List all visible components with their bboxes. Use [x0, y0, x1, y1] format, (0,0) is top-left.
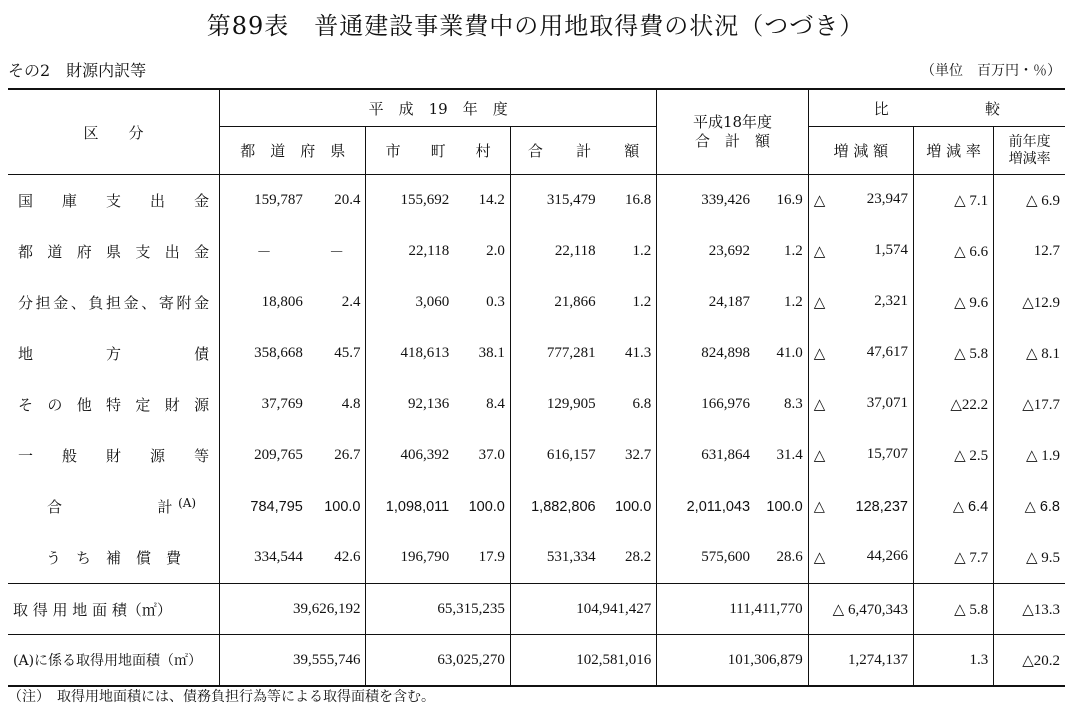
cell-prev: 166,976	[657, 379, 755, 430]
cell-prev: 24,187	[657, 277, 755, 328]
cell-total: 21,866	[510, 277, 600, 328]
cell-muni-pct: 2.0	[486, 243, 505, 259]
cell-total: 104,941,427	[510, 584, 656, 635]
cell-pref: 39,626,192	[220, 584, 366, 635]
header-prev-rate: 前年度 増減率	[994, 127, 1065, 175]
cell-muni: 406,392	[366, 430, 454, 481]
cell-diff: △ 1,574	[808, 226, 913, 277]
cell-prev: 23,692	[657, 226, 755, 277]
cell-prev-rate: △ 6.9	[994, 175, 1065, 227]
cell-muni: 92,136	[366, 379, 454, 430]
cell-prev-rate: △ 8.1	[994, 328, 1065, 379]
cell-muni-pct: 14.2	[454, 175, 510, 227]
header-municipality: 市 町 村	[366, 127, 510, 175]
row-label: 分担金、負担金、寄附金	[18, 294, 210, 312]
cell-prev-pct: 31.4	[776, 447, 803, 463]
header-prefecture: 都 道 府 県	[220, 127, 366, 175]
cell-prev: 339,426	[657, 175, 755, 227]
cell-total: 102,581,016	[510, 635, 656, 687]
cell-muni: 1,098,011	[366, 481, 454, 532]
cell-prev-rate: △17.7	[994, 379, 1065, 430]
footnote: （注） 取得用地面積には、債務負担行為等による取得面積を含む。	[8, 689, 435, 705]
cell-pref-pct: 2.4	[341, 294, 361, 310]
cell-rate: △ 6.4	[913, 481, 993, 532]
cell-pref: －	[220, 226, 308, 277]
header-diff-rate: 増 減 率	[913, 127, 993, 175]
cell-diff: 1,274,137	[808, 635, 913, 687]
cell-pref-pct: 26.7	[334, 447, 361, 463]
cell-pref-pct: 20.4	[308, 175, 366, 227]
cell-total-pct: 16.8	[601, 175, 657, 227]
cell-prev-pct: 1.2	[783, 294, 803, 310]
cell-prev-pct: 8.3	[783, 396, 803, 412]
cell-pref: 18,806	[220, 277, 308, 328]
table-subtitle: その2 財源内訳等	[8, 61, 147, 80]
cell-prev: 631,864	[657, 430, 755, 481]
row-label: 合 計 (A)	[47, 496, 197, 516]
cell-diff: △ 47,617	[808, 328, 913, 379]
cell-pref: 358,668	[220, 328, 308, 379]
cell-prev-pct: 100.0	[766, 498, 803, 515]
cell-diff: △ 23,947	[808, 175, 913, 227]
cell-prev-rate: 12.7	[994, 226, 1065, 277]
cell-total-pct: 32.7	[625, 447, 652, 463]
cell-muni-pct: 100.0	[468, 498, 505, 515]
cell-pref-pct: －	[329, 245, 345, 261]
table-row-compensation	[8, 532, 1065, 584]
cell-total-pct: 100.0	[614, 498, 652, 515]
cell-pref-pct: 4.8	[341, 396, 361, 412]
cell-total: 315,479	[510, 175, 600, 227]
cell-muni: 155,692	[366, 175, 454, 227]
cell-prev-rate: △20.2	[994, 635, 1065, 687]
table-row-total	[8, 481, 1065, 532]
cell-muni: 418,613	[366, 328, 454, 379]
header-diff-amount: 増 減 額	[808, 127, 913, 175]
cell-prev-rate: △12.9	[994, 277, 1065, 328]
cell-pref-pct: 42.6	[334, 549, 361, 565]
row-label: 取 得 用 地 面 積（㎡）	[8, 584, 220, 635]
row-label: 地 方 債	[18, 345, 210, 363]
cell-rate: △ 6.6	[913, 226, 993, 277]
cell-diff: △ 128,237	[808, 481, 913, 532]
table-row	[8, 430, 1065, 481]
cell-prev-pct: 41.0	[776, 345, 803, 361]
header-h19: 平 成 19 年 度	[220, 89, 657, 127]
cell-prev-rate: △ 1.9	[994, 430, 1065, 481]
cell-pref-pct: 100.0	[324, 498, 361, 515]
cell-total-pct: 41.3	[625, 345, 652, 361]
cell-prev-pct: 28.6	[776, 549, 803, 565]
table-row-area	[8, 584, 1065, 635]
cell-muni-pct: 38.1	[478, 345, 505, 361]
header-h18: 平成18年度 合 計 額	[657, 89, 808, 175]
header-kubun: 区 分	[83, 123, 144, 142]
table-row	[8, 226, 1065, 277]
cell-total: 531,334	[510, 532, 600, 584]
table-row	[8, 379, 1065, 430]
cell-pref: 37,769	[220, 379, 308, 430]
header-hikaku: 比 較	[808, 89, 1065, 127]
cell-diff: △ 2,321	[808, 277, 913, 328]
cell-prev: 101,306,879	[657, 635, 808, 687]
table-row	[8, 175, 1065, 227]
cell-total: 22,118	[510, 226, 600, 277]
cell-prev: 575,600	[657, 532, 755, 584]
cell-diff: △ 44,266	[808, 532, 913, 584]
cell-muni-pct: 0.3	[486, 294, 505, 310]
cell-pref: 159,787	[220, 175, 308, 227]
cell-prev: 824,898	[657, 328, 755, 379]
cell-rate: △ 2.5	[913, 430, 993, 481]
cell-muni-pct: 17.9	[478, 549, 505, 565]
cell-rate: △22.2	[913, 379, 993, 430]
cell-total: 1,882,806	[510, 481, 600, 532]
cell-rate: 1.3	[913, 635, 993, 687]
page-title: 第89表 普通建設事業費中の用地取得費の状況（つづき）	[206, 12, 865, 40]
cell-diff: △ 15,707	[808, 430, 913, 481]
cell-muni: 63,025,270	[366, 635, 510, 687]
cell-muni: 65,315,235	[366, 584, 510, 635]
table-row-area-a	[8, 635, 1065, 687]
cell-rate: △ 7.1	[913, 175, 993, 227]
cell-pref: 209,765	[220, 430, 308, 481]
cell-muni: 3,060	[366, 277, 454, 328]
cell-prev-rate: △ 6.8	[994, 481, 1065, 532]
cell-pref: 334,544	[220, 532, 308, 584]
cell-prev: 2,011,043	[657, 481, 755, 532]
cell-prev-rate: △13.3	[994, 584, 1065, 635]
cell-diff: △ 6,470,343	[808, 584, 913, 635]
cell-rate: △ 5.8	[913, 328, 993, 379]
cell-total: 616,157	[510, 430, 600, 481]
header-total: 合 計 額	[510, 127, 656, 175]
cell-total: 777,281	[510, 328, 600, 379]
cell-prev: 111,411,770	[657, 584, 808, 635]
row-label: 一 般 財 源 等	[18, 447, 210, 465]
cell-total-pct: 1.2	[632, 294, 652, 310]
table-row	[8, 277, 1065, 328]
cell-pref: 39,555,746	[220, 635, 366, 687]
cell-muni-pct: 8.4	[486, 396, 505, 412]
cell-total: 129,905	[510, 379, 600, 430]
table-row	[8, 328, 1065, 379]
cell-prev-pct: 1.2	[783, 243, 803, 259]
row-label: う ち 補 償 費	[46, 549, 182, 567]
cell-prev-pct: 16.9	[755, 175, 808, 227]
cell-diff: △ 37,071	[808, 379, 913, 430]
row-label: そ の 他 特 定 財 源	[18, 396, 210, 414]
cell-rate: △ 7.7	[913, 532, 993, 584]
unit-label: （単位 百万円・％）	[921, 63, 1061, 79]
cell-rate: △ 9.6	[913, 277, 993, 328]
cell-total-pct: 6.8	[632, 396, 652, 412]
cell-total-pct: 1.2	[632, 243, 652, 259]
cell-pref: 784,795	[220, 481, 308, 532]
financing-table	[8, 88, 1065, 687]
cell-total-pct: 28.2	[625, 549, 652, 565]
row-label: 国 庫 支 出 金	[8, 175, 220, 227]
cell-pref-pct: 45.7	[334, 345, 361, 361]
cell-prev-rate: △ 9.5	[994, 532, 1065, 584]
cell-muni-pct: 37.0	[478, 447, 505, 463]
cell-muni: 196,790	[366, 532, 454, 584]
cell-rate: △ 5.8	[913, 584, 993, 635]
row-label: 都道府県支出金	[18, 243, 210, 261]
row-label: (A)に係る取得用地面積（㎡）	[8, 635, 220, 687]
cell-muni: 22,118	[366, 226, 454, 277]
